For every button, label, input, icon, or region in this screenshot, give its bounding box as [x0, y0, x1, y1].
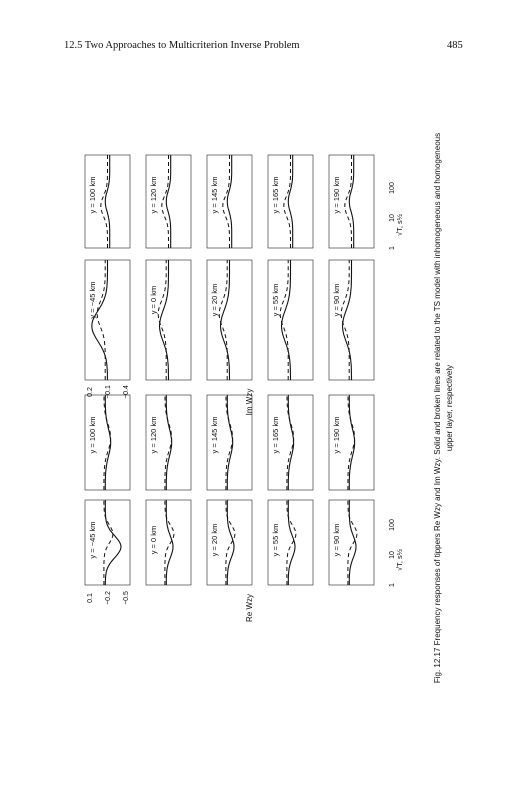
re-left-panel-label-3: y = 55 km [271, 523, 280, 557]
re-left-panel-label-2: y = 20 km [210, 523, 219, 557]
re-right-panel-label-3: y = 165 km [271, 416, 280, 454]
x-tick-label: 1 [389, 583, 396, 587]
re-left-solid-curve-4 [349, 500, 356, 585]
im-left-panel-label-1: y = 0 km [149, 285, 158, 315]
im-right-dashed-curve-2 [223, 155, 230, 248]
im-right-panel-label-3: y = 165 km [271, 176, 280, 214]
im-left-panel-label-3: y = 55 km [271, 283, 280, 317]
running-header: 12.5 Two Approaches to Multicriterion Inverse Problem [64, 40, 300, 51]
re-right-panel-label-1: y = 120 km [149, 416, 158, 454]
im-left-dashed-curve-2 [219, 260, 227, 380]
x-tick-label: 100 [389, 182, 396, 194]
x-tick-label: 100 [389, 519, 396, 531]
im-right-panel-label-0: y = 100 km [88, 176, 97, 214]
re-left-solid-curve-2 [227, 500, 234, 585]
im-ytick-label: −0.4 [123, 385, 130, 399]
im-right-dashed-curve-0 [101, 155, 108, 248]
im-right-solid-curve-2 [227, 155, 231, 248]
re-right-dashed-curve-4 [348, 395, 355, 490]
im-ytick-label: 0.2 [87, 387, 94, 397]
x-axis-title: √T, s½ [395, 548, 404, 572]
re-left-panel-label-4: y = 90 km [332, 523, 341, 557]
im-left-panel-label-4: y = 90 km [332, 283, 341, 317]
re-right-dashed-curve-1 [165, 395, 172, 490]
im-left-panel-label-2: y = 20 km [210, 283, 219, 317]
im-left-solid-curve-4 [343, 260, 352, 380]
re-right-panel-label-0: y = 100 km [88, 416, 97, 454]
page-number: 485 [447, 40, 463, 51]
im-right-solid-curve-1 [166, 155, 170, 248]
re-right-solid-curve-0 [105, 395, 110, 490]
im-right-panel-label-2: y = 145 km [210, 176, 219, 214]
im-left-solid-curve-3 [282, 260, 291, 380]
re-right-dashed-curve-3 [287, 395, 294, 490]
im-right-solid-curve-0 [105, 155, 109, 248]
im-ytick-label: −0.1 [105, 385, 112, 399]
re-right-dashed-curve-2 [226, 395, 233, 490]
y-axis-title-re: Re Wzy [245, 594, 254, 622]
re-left-panel-label-1: y = 0 km [149, 525, 158, 555]
re-right-dashed-curve-0 [104, 395, 111, 490]
im-right-panel-label-1: y = 120 km [149, 176, 158, 214]
re-right-panel-label-2: y = 145 km [210, 416, 219, 454]
figure-caption-line-2: upper layer, respectively [445, 364, 454, 452]
im-left-dashed-curve-4 [341, 260, 349, 380]
im-right-dashed-curve-1 [162, 155, 169, 248]
re-ytick-label: 0.1 [87, 593, 94, 603]
im-left-solid-curve-1 [160, 260, 169, 380]
im-right-dashed-curve-3 [284, 155, 291, 248]
im-right-solid-curve-4 [349, 155, 353, 248]
re-right-panel-label-4: y = 190 km [332, 416, 341, 454]
im-left-dashed-curve-3 [280, 260, 288, 380]
x-tick-label: 10 [389, 214, 396, 222]
re-left-solid-curve-1 [166, 500, 173, 585]
figure-caption-line-1: Fig. 12.17 Frequency responses of tippers Re Wzy and Im Wzy. Solid and broken lines are related to the TS model with inhomogeneous and homogeneous [433, 132, 442, 684]
im-right-panel-label-4: y = 190 km [332, 176, 341, 214]
x-axis-title: √T, s½ [395, 213, 404, 237]
im-left-dashed-curve-0 [97, 260, 105, 380]
re-right-solid-curve-1 [166, 395, 171, 490]
re-right-solid-curve-2 [227, 395, 232, 490]
x-tick-label: 10 [389, 551, 396, 559]
re-right-solid-curve-4 [349, 395, 354, 490]
re-left-solid-curve-3 [288, 500, 295, 585]
im-right-dashed-curve-4 [345, 155, 352, 248]
re-left-solid-curve-0 [105, 500, 121, 585]
im-right-solid-curve-3 [288, 155, 292, 248]
im-left-solid-curve-2 [221, 260, 230, 380]
re-left-panel-label-0: y = −45 km [88, 521, 97, 559]
im-left-dashed-curve-1 [158, 260, 166, 380]
x-tick-label: 1 [389, 246, 396, 250]
y-axis-title-im: Im Wzy [245, 388, 254, 416]
im-left-panel-label-0: y = −45 km [88, 281, 97, 319]
re-ytick-label: −0.2 [105, 591, 112, 605]
re-ytick-label: −0.5 [123, 591, 130, 605]
re-right-solid-curve-3 [288, 395, 293, 490]
